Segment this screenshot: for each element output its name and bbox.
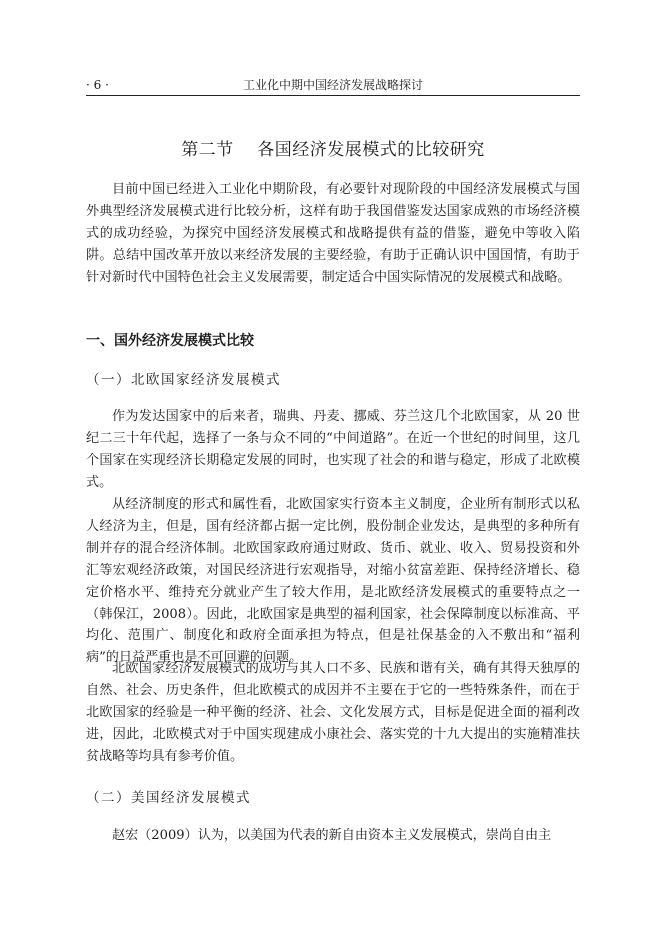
body-paragraph: 从经济制度的形式和属性看，北欧国家实行资本主义制度，企业所有制形式以私人经济为主，但是，国有经济都占据一定比例，股份制企业发达，是典型的多种所有制并存的混合经济体制。北欧国家政府通过财政、货币、就业、收入、贸易投资和外汇等宏观经济政策，对国民经济进行宏观指导，对缩小贫富差距、保持经济增长、稳定价格水平、维持充分就业产生了较大作用，是北欧经济发展模式的重要特点之一（韩保江，2008）。因此，北欧国家是典型的福利国家，社会保障制度以标准高、平均化、范围广、制度化和政府全面承担为特点，但是社保基金的入不敷出和“福利病”的日益严重也是不可回避的问题。 <box>86 497 580 666</box>
body-paragraph: 北欧国家经济发展模式的成功与其人口不多、民族和谐有关，确有其得天独厚的自然、社会、历史条件，但北欧模式的成因并不主要在于它的一些特殊条件，而在于北欧国家的经验是一种平衡的经济、社会、文化发展方式，目标是促进全面的福利改进，因此，北欧模式对于中国实现建成小康社会、落实党的十九大提出的实施精准扶贫战略等均具有参考价值。 <box>86 661 580 764</box>
part1-heading: 一、国外经济发展模式比较 <box>86 333 254 349</box>
intro-paragraph: 目前中国已经进入工业化中期阶段，有必要针对现阶段的中国经济发展模式与国外典型经济发展模式进行比较分析，这样有助于我国借鉴发达国家成熟的市场经济模式的成功经验，为探究中国经济发展模式和战略提供有益的借鉴，避免中等收入陷阱。总结中国改革开放以来经济发展的主要经验，有助于正确认识中国国情，有助于针对新时代中国特色社会主义发展需要，制定适合中国实际情况的发展模式和战略。 <box>86 182 580 285</box>
running-title: 工业化中期中国经济发展战略探讨 <box>242 78 423 92</box>
body-paragraph: 作为发达国家中的后来者，瑞典、丹麦、挪威、芬兰这几个北欧国家，从 20 世纪二三十年代起，选择了一条与众不同的“中间道路”。在近一个世纪的时间里，这几个国家在实现经济长期稳定发展的同时，也实现了社会的和谐与稳定，形成了北欧模式。 <box>86 409 580 490</box>
sub1-heading: （一）北欧国家经济发展模式 <box>86 372 281 388</box>
body-paragraph: 赵宏（2009）认为，以美国为代表的新自由资本主义发展模式，崇尚自由主 <box>112 828 552 843</box>
running-header <box>86 76 580 94</box>
page-number: · 6 · <box>86 78 109 92</box>
section-title: 第二节 各国经济发展模式的比较研究 <box>181 140 485 160</box>
header-divider <box>86 95 580 96</box>
sub2-heading: （二）美国经济发展模式 <box>86 790 251 806</box>
